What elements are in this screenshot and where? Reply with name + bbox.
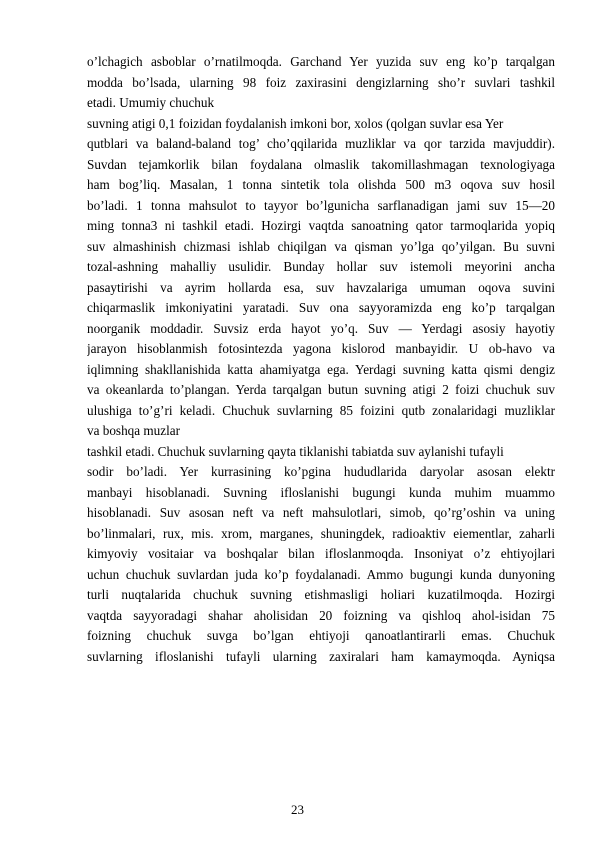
text-line: bo’linmalari, rux, mis. xrom, marganes, shuningdek, radioaktiv eiementlar, zaharli — [87, 525, 555, 541]
text-line: suvlarning ifloslanishi tufayli ularning zaxiralari ham kamaymoqda. Ayniqsa — [87, 648, 555, 664]
text-line: iqlimning shakllanishida katta ahamiyatga ega. Yerdagi suvning katta qismi dengiz — [87, 361, 555, 377]
text-line: bo’ladi. 1 tonna mahsulot to tayyor bo’lgunicha sarflanadigan jami suv 15—20 — [87, 197, 555, 213]
text-line: tashkil etadi. Chuchuk suvlarning qayta tiklanishi tabiatda suv aylanishi tufayli — [87, 443, 504, 459]
text-line: manbayi hisoblanadi. Suvning ifloslanishi bugungi kunda muhim muammo — [87, 484, 555, 500]
document-body — [87, 52, 555, 667]
text-line: ulushiga to’g’ri keladi. Chuchuk suvlarning 85 foizini qutb zonalaridagi muzliklar — [87, 402, 555, 418]
text-line: qutblari va baland-baland tog’ cho’qqilarida muzliklar va qor tarzida mavjuddir). — [87, 136, 555, 151]
text-line: suv almashinish chizmasi ishlab chiqilgan va qisman yo’lga qo’yilgan. Bu suvni — [87, 238, 555, 254]
text-line: pasaytirishi va ayrim hollarda esa, suv havzalariga umuman oqova suvini — [87, 279, 555, 295]
text-line: turli nuqtalarida chuchuk suvning etishmasligi holiari kuzatilmoqda. Hozirgi — [87, 587, 555, 602]
text-line: uchun chuchuk suvlardan juda ko’p foydalanadi. Ammo bugungi kunda dunyoning — [87, 566, 555, 582]
text-line: foizning chuchuk suvga bo’lgan ehtiyoji qanoatlantirarli emas. Chuchuk — [87, 628, 555, 643]
text-line: vaqtda sayyoradagi shahar aholisidan 20 foizning va qishloq ahol-isidan 75 — [87, 607, 555, 623]
text-line: chiqarmaslik imkoniyatini yaratadi. Suv ona sayyoramizda eng ko’p tarqalgan — [87, 300, 555, 315]
text-line: ming tonna3 ni tashkil etadi. Hozirgi vaqtda sanoatning qator tarmoqlarida yopiq — [87, 218, 555, 233]
text-line: suvning atigi 0,1 foizidan foydalanish imkoni bor, xolos (qolgan suvlar esa Yer — [87, 115, 504, 131]
text-line: sodir bo’ladi. Yer kurrasining ko’pgina hududlarida daryolar asosan elektr — [87, 464, 555, 479]
text-line: hisoblanadi. Suv asosan neft va neft mahsulotlari, simob, qo’rg’oshin va uning — [87, 505, 555, 520]
text-line: o’lchagich asboblar o’rnatilmoqda. Garchand Yer yuzida suv eng ko’p tarqalgan — [87, 54, 555, 69]
text-line: modda bo’lsada, ularning 98 foiz zaxirasini dengizlarning sho’r suvlari tashkil — [87, 74, 555, 90]
text-line: etadi. Umumiy chuchuk — [87, 95, 215, 110]
text-line: noorganik moddadir. Suvsiz erda hayot yo’q. Suv — Yerdagi asosiy hayotiy — [87, 320, 555, 336]
text-line: va okeanlarda to’plangan. Yerda tarqalgan butun suvning atigi 2 foizi chuchuk suv — [87, 382, 555, 397]
text-line: ham bog’liq. Masalan, 1 tonna sintetik tola olishda 500 m3 oqova suv hosil — [87, 177, 555, 192]
text-line: kimyoviy vositaiar va boshqalar bilan ifloslanmoqda. Insoniyat o’z ehtiyojlari — [87, 546, 555, 561]
text-line: va boshqa muzlar — [87, 423, 181, 438]
page-number: 23 — [291, 802, 304, 817]
text-line: tozal-ashning mahalliy usulidir. Bunday hollar suv istemoli meyorini ancha — [87, 259, 555, 274]
text-line: Suvdan tejamkorlik bilan foydalana olmaslik takomillashmagan texnologiyaga — [87, 156, 555, 172]
text-line: jarayon hisoblanmish fotosintezda yagona kislorod manbayidir. U ob-havo va — [87, 341, 555, 356]
